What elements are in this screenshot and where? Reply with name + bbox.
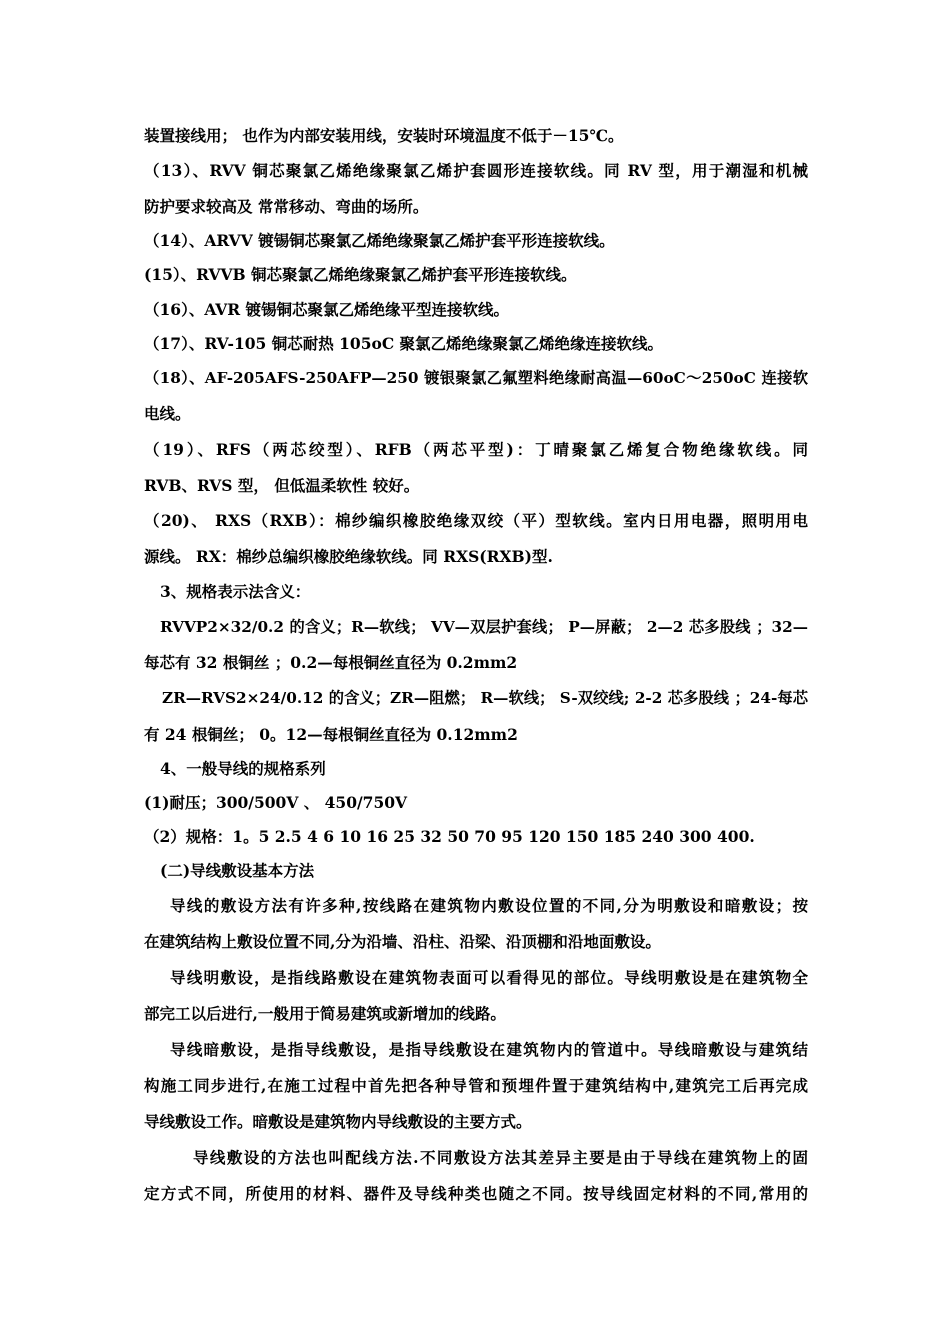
text-line: 导线明敷设，是指线路敷设在建筑物表面可以看得见的部位。导线明敷设是在建筑物全 <box>170 968 808 987</box>
text-line: （16）、AVR 镀锡铜芯聚氯乙烯绝缘平型连接软线。 <box>144 300 510 319</box>
text-line: 导线敷设工作。暗敷设是建筑物内导线敷设的主要方式。 <box>144 1112 532 1131</box>
text-line: （17）、RV-105 铜芯耐热 105oC 聚氯乙烯绝缘聚氯乙烯绝缘连接软线。 <box>144 334 664 353</box>
text-line: 有 24 根铜丝； 0。12—每根铜丝直径为 0.12mm2 <box>144 725 518 744</box>
text-line: 部完工以后进行,一般用于简易建筑或新增加的线路。 <box>144 1004 506 1023</box>
text-line: (15）、RVVB 铜芯聚氯乙烯绝缘聚氯乙烯护套平形连接软线。 <box>144 265 577 284</box>
text-line: (二)导线敷设基本方法 <box>160 861 315 880</box>
text-line: （20)、 RXS（RXB）：棉纱编织橡胶绝缘双绞（平）型软线。室内日用电器，照明用电 <box>144 511 808 530</box>
text-line: 防护要求较高及 常常移动、弯曲的场所。 <box>144 197 429 216</box>
text-line: 装置接线用； 也作为内部安装用线，安装时环境温度不低于－15℃。 <box>144 126 624 145</box>
text-line: 导线的敷设方法有许多种,按线路在建筑物内敷设位置的不同,分为明敷设和暗敷设；按 <box>170 896 808 915</box>
text-line: 导线暗敷设，是指导线敷设，是指导线敷设在建筑物内的管道中。导线暗敷设与建筑结 <box>170 1040 808 1059</box>
text-line: 每芯有 32 根铜丝 ；0.2—每根铜丝直径为 0.2mm2 <box>144 653 518 672</box>
text-line: （19）、RFS（两芯绞型）、RFB（两芯平型)：丁晴聚氯乙烯复合物绝缘软线。同 <box>144 440 808 459</box>
text-line: (1)耐压；300/500V 、 450/750V <box>144 793 408 812</box>
text-line: （2）规格：1。5 2.5 4 6 10 16 25 32 50 70 95 120 150 185 240 300 400. <box>144 827 755 846</box>
text-line: 源线。 RX：棉纱总编织橡胶绝缘软线。同 RXS(RXB)型. <box>144 547 553 566</box>
text-line: 在建筑结构上敷设位置不同,分为沿墙、沿柱、沿梁、沿顶棚和沿地面敷设。 <box>144 932 661 951</box>
text-line: 电线。 <box>144 404 191 423</box>
text-line: RVVP2×32/0.2 的含义；R—软线； VV—双层护套线； P—屏蔽； 2—2 芯多股线 ；32— <box>160 618 808 636</box>
text-line: （14）、ARVV 镀锡铜芯聚氯乙烯绝缘聚氯乙烯护套平形连接软线。 <box>144 231 615 250</box>
text-line: RVB、RVS 型， 但低温柔软性 较好。 <box>144 476 420 495</box>
text-line: 4、一般导线的规格系列 <box>160 759 326 778</box>
text-line: 构施工同步进行,在施工过程中首先把各种导管和预埋件置于建筑结构中,建筑完工后再完成 <box>144 1076 808 1095</box>
text-line: ZR—RVS2×24/0.12 的含义；ZR—阻燃； R—软线； S-双绞线; 2-2 芯多股线 ；24-每芯 <box>162 689 808 707</box>
text-line: 3、规格表示法含义： <box>160 582 311 601</box>
text-line: （13）、RVV 铜芯聚氯乙烯绝缘聚氯乙烯护套圆形连接软线。同 RV 型，用于潮湿和机械 <box>144 161 808 180</box>
text-line: （18）、AF-205AFS-250AFP—250 镀银聚氯乙氟塑料绝缘耐高温—60oC～250oC 连接软 <box>144 369 808 387</box>
text-line: 定方式不同，所使用的材料、器件及导线种类也随之不同。按导线固定材料的不同,常用的 <box>144 1184 808 1203</box>
text-line: 导线敷设的方法也叫配线方法.不同敷设方法其差异主要是由于导线在建筑物上的固 <box>193 1148 808 1167</box>
